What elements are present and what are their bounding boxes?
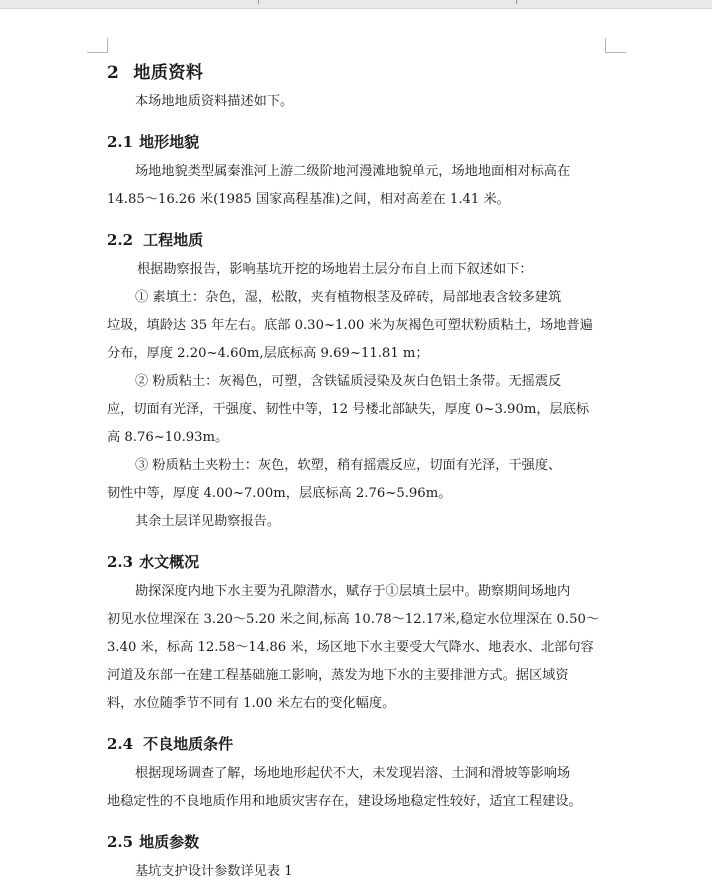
paragraph-line: 其余土层详见勘察报告。: [135, 514, 281, 529]
paragraph-line: 应，切面有光泽，干强度、韧性中等，12 号楼北部缺失，厚度 0~3.90m，层底标: [107, 402, 590, 417]
paragraph-line: 初见水位埋深在 3.20～5.20 米之间,标高 10.78～12.17米,稳定水位埋深在 0.50～: [107, 612, 600, 627]
paragraph-line: 河道及东部一在建工程基础施工影响，蒸发为地下水的主要排泄方式。据区域资: [107, 668, 569, 683]
subsection-number: 2.1: [107, 133, 134, 151]
subsection-number: 2.3: [107, 553, 134, 571]
section-heading: [107, 58, 203, 83]
ruler-marker: [516, 0, 517, 4]
paragraph-line: 地稳定性的不良地质作用和地质灾害存在，建设场地稳定性较好，适宜工程建设。: [107, 794, 582, 809]
subsection-number: 2.5: [107, 833, 134, 851]
subsection-heading-2-1: [107, 131, 199, 152]
paragraph-line: ① 素填土：杂色，湿，松散，夹有植物根茎及碎砖，局部地表含较多建筑: [135, 290, 562, 305]
paragraph-line: 根据勘察报告，影响基坑开挖的场地岩土层分布自上而下叙述如下：: [137, 262, 533, 277]
paragraph-line: 料，水位随季节不同有 1.00 米左右的变化幅度。: [107, 696, 396, 711]
margin-corner-top-left: [87, 38, 108, 53]
section-intro: 本场地地质资料描述如下。: [135, 94, 294, 109]
paragraph-line: 分布，厚度 2.20~4.60m,层底标高 9.69~11.81 m；: [107, 346, 429, 361]
section-title: 地质资料: [133, 63, 204, 83]
paragraph-line: 高 8.76~10.93m。: [107, 430, 229, 445]
subsection-title: 地形地貌: [139, 133, 200, 151]
subsection-heading-2-4: [107, 733, 233, 754]
paragraph-line: 场地地貌类型属秦淮河上游二级阶地河漫滩地貌单元，场地地面相对标高在: [135, 164, 571, 179]
paragraph-line: ② 粉质粘土：灰褐色，可塑，含铁锰质浸染及灰白色铝土条带。无摇震反: [135, 374, 562, 389]
subsection-title: 不良地质条件: [143, 735, 234, 753]
section-number: 2: [107, 63, 120, 83]
subsection-title: 工程地质: [143, 231, 204, 249]
subsection-heading-2-3: [107, 551, 199, 572]
paragraph-line: 根据现场调查了解，场地地形起伏不大，未发现岩溶、土洞和滑坡等影响场: [135, 766, 571, 781]
subsection-title: 水文概况: [139, 553, 200, 571]
paragraph-line: 基坑支护设计参数详见表 1: [135, 864, 293, 879]
paragraph-line: 韧性中等，厚度 4.00~7.00m，层底标高 2.76~5.96m。: [107, 486, 452, 501]
paragraph-line: 垃圾，填龄达 35 年左右。底部 0.30~1.00 米为灰褐色可塑状粉质粘土，场地普遍: [107, 318, 593, 333]
subsection-number: 2.4: [107, 735, 134, 753]
subsection-number: 2.2: [107, 231, 134, 249]
paragraph-line: 3.40 米，标高 12.58～14.86 米，场区地下水主要受大气降水、地表水、北部句容: [107, 640, 594, 655]
ruler-bar: [0, 0, 712, 9]
paragraph-line: 14.85～16.26 米(1985 国家高程基准)之间，相对高差在 1.41 米。: [107, 192, 510, 207]
subsection-heading-2-2: [107, 229, 203, 250]
margin-corner-top-right: [605, 38, 626, 53]
subsection-title: 地质参数: [139, 833, 200, 851]
paragraph-line: ③ 粉质粘土夹粉土：灰色，软塑，稍有摇震反应，切面有光泽，干强度、: [135, 458, 562, 473]
ruler-marker: [258, 0, 259, 4]
paragraph-line: 勘探深度内地下水主要为孔隙潜水，赋存于①层填土层中。勘察期间场地内: [135, 584, 571, 599]
subsection-heading-2-5: [107, 831, 199, 852]
